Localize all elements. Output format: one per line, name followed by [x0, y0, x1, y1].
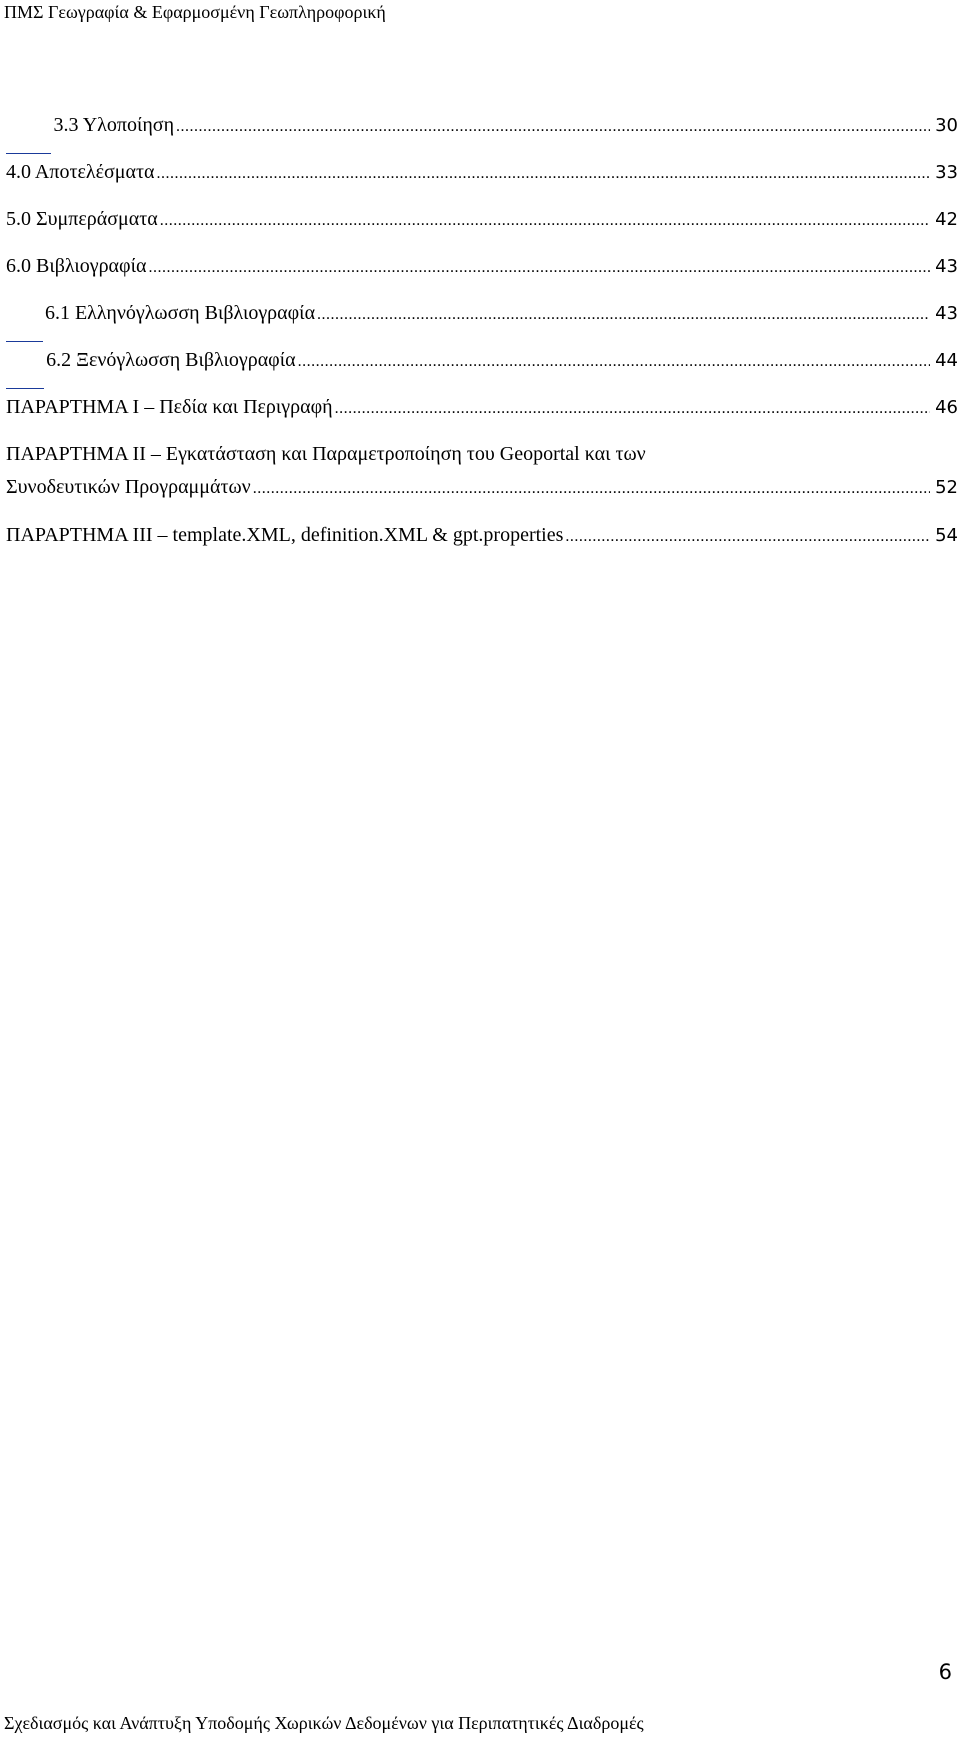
toc-page-number: 33: [935, 162, 958, 183]
toc-dot-leader: [253, 475, 930, 503]
toc-page-number: 44: [935, 350, 958, 371]
running-footer: Σχεδιασμός και Ανάπτυξη Υποδομής Χωρικών Δεδομένων για Περιπατητικές Διαδρομές: [4, 1713, 644, 1733]
running-header: ΠΜΣ Γεωγραφία & Εφαρμοσμένη Γεωπληροφορική: [4, 2, 386, 22]
toc-dot-leader: [156, 160, 930, 188]
toc-dot-leader: [565, 523, 930, 551]
toc-page-number: 43: [935, 303, 958, 324]
toc-entry-6-1[interactable]: [6, 299, 958, 346]
toc-entry-title-line2: Συνοδευτικών Προγραμμάτων: [6, 476, 251, 498]
toc-page-number: 52: [935, 477, 958, 498]
toc-entry-appendix-1[interactable]: [6, 393, 958, 440]
toc-entry-title-continued: [6, 473, 958, 521]
toc-page-number: 43: [935, 256, 958, 277]
toc-page-number: 46: [935, 397, 958, 418]
page-number: 6: [938, 1660, 952, 1684]
toc-entry-title: 6.2 Ξενόγλωσση Βιβλιογραφία: [46, 349, 296, 371]
toc-entry-4-0[interactable]: [6, 158, 958, 205]
toc-entry-6-0[interactable]: [6, 252, 958, 299]
toc-entry-title: ΠΑΡΑΡΤΗΜΑ ΙΙΙ – template.XML, definition.XML & gpt.properties: [6, 524, 564, 546]
toc-dot-leader: [317, 301, 930, 329]
toc-entry-5-0[interactable]: [6, 205, 958, 252]
toc-entry-title: 3.3 Υλοποίηση: [53, 114, 175, 136]
toc-dot-leader: [160, 207, 930, 235]
toc-entry-appendix-3[interactable]: [6, 521, 958, 568]
toc-indent-rule: [6, 387, 44, 389]
toc-page-number: 54: [935, 525, 958, 546]
toc-entry-title: 6.0 Βιβλιογραφία: [6, 255, 147, 277]
table-of-contents: [6, 111, 958, 568]
toc-page-number: 42: [935, 209, 958, 230]
toc-dot-leader: [176, 113, 930, 141]
toc-entry-3-3[interactable]: [6, 111, 958, 158]
toc-entry-title: ΠΑΡΑΡΤΗΜΑ Ι – Πεδία και Περιγραφή: [6, 396, 333, 418]
toc-entry-title: 5.0 Συμπεράσματα: [6, 208, 158, 230]
toc-entry-title: 6.1 Ελληνόγλωσση Βιβλιογραφία: [44, 302, 316, 324]
toc-entry-title: 4.0 Αποτελέσματα: [6, 161, 155, 183]
toc-dot-leader: [298, 348, 930, 376]
toc-entry-6-2[interactable]: [6, 346, 958, 393]
toc-page-number: 30: [935, 115, 958, 136]
toc-dot-leader: [148, 254, 930, 282]
toc-dot-leader: [335, 395, 930, 423]
toc-indent-rule: [6, 340, 43, 342]
toc-entry-title: ΠΑΡΑΡΤΗΜΑ ΙΙ – Εγκατάσταση και Παραμετροποίηση του Geoportal και των: [6, 443, 646, 465]
toc-indent-rule: [6, 152, 51, 154]
toc-entry-appendix-2[interactable]: [6, 440, 958, 521]
